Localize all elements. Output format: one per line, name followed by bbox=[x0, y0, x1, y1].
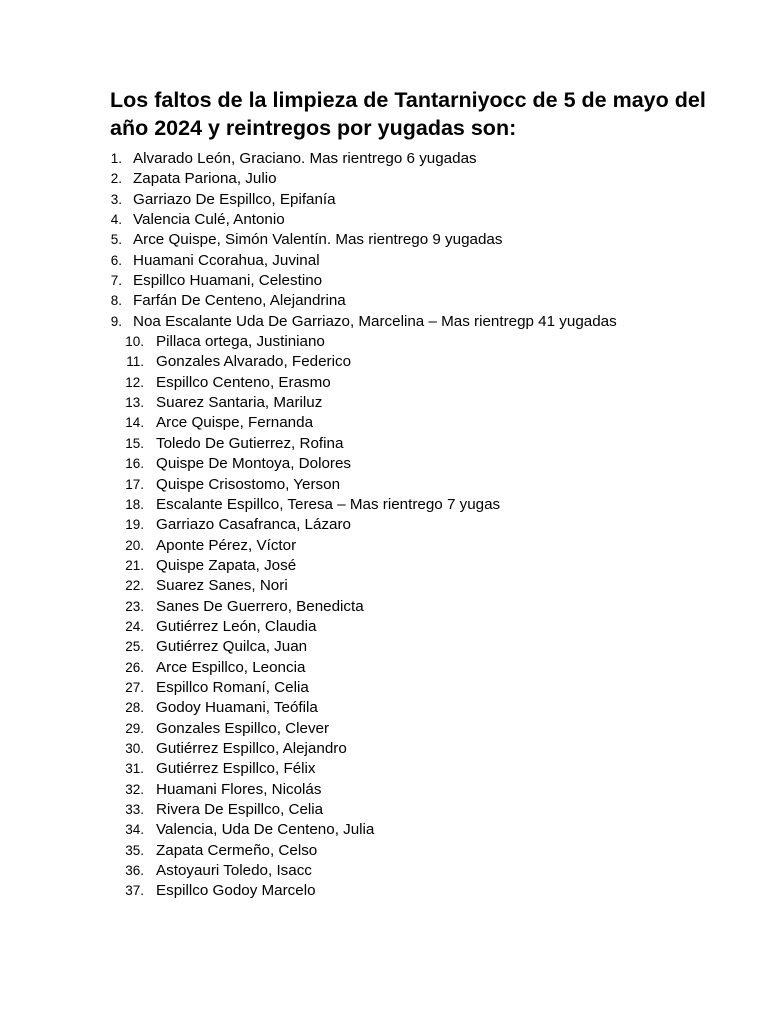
list-item bbox=[0, 393, 768, 413]
list-item bbox=[0, 332, 768, 352]
list-item-number: 9. bbox=[110, 313, 122, 329]
list-item-number: 13. bbox=[125, 395, 144, 411]
list-item bbox=[0, 230, 768, 250]
list-item-text: Gutiérrez Espillco, Félix bbox=[156, 760, 316, 778]
list-item-text: Quispe Crisostomo, Yerson bbox=[156, 475, 341, 493]
list-item-number: 12. bbox=[125, 374, 144, 390]
list-item-text: Arce Quispe, Fernanda bbox=[156, 414, 314, 432]
list-item bbox=[0, 841, 768, 861]
list-item-number: 37. bbox=[125, 883, 144, 899]
names-list bbox=[0, 149, 768, 902]
list-item-number: 26. bbox=[125, 659, 144, 675]
list-item-text: Espillco Romaní, Celia bbox=[156, 678, 309, 696]
list-item-number: 23. bbox=[125, 598, 144, 614]
list-item bbox=[0, 454, 768, 474]
list-item-text: Arce Quispe, Simón Valentín. Mas rientrego 9 yugadas bbox=[133, 231, 503, 249]
list-item bbox=[0, 759, 768, 779]
list-item bbox=[0, 597, 768, 617]
list-item-text: Astoyauri Toledo, Isacc bbox=[156, 862, 312, 880]
list-item-number: 22. bbox=[125, 578, 144, 594]
list-item bbox=[0, 495, 768, 515]
list-item-number: 3. bbox=[110, 191, 122, 207]
list-item-number: 4. bbox=[110, 212, 122, 228]
list-item-text: Pillaca ortega, Justiniano bbox=[156, 333, 325, 351]
list-item bbox=[0, 719, 768, 739]
list-item bbox=[0, 271, 768, 291]
list-item-text: Espillco Huamani, Celestino bbox=[133, 272, 323, 290]
list-item-number: 5. bbox=[110, 232, 122, 248]
list-item-number: 20. bbox=[125, 537, 144, 553]
list-item bbox=[0, 698, 768, 718]
list-item-number: 8. bbox=[110, 293, 122, 309]
list-item bbox=[0, 434, 768, 454]
list-item bbox=[0, 800, 768, 820]
list-item-number: 17. bbox=[125, 476, 144, 492]
list-item-text: Huamani Ccorahua, Juvinal bbox=[133, 251, 320, 269]
list-item-number: 24. bbox=[125, 618, 144, 634]
list-item-text: Gutiérrez Quilca, Juan bbox=[156, 638, 308, 656]
list-item bbox=[0, 352, 768, 372]
list-item bbox=[0, 617, 768, 637]
list-item-number: 6. bbox=[110, 252, 122, 268]
list-item-number: 35. bbox=[125, 842, 144, 858]
list-item-text: Toledo De Gutierrez, Rofina bbox=[156, 434, 344, 452]
list-item-number: 11. bbox=[126, 354, 144, 370]
list-item bbox=[0, 251, 768, 271]
list-item-text: Espillco Godoy Marcelo bbox=[156, 882, 316, 900]
list-item-text: Zapata Cermeño, Celso bbox=[156, 841, 318, 859]
list-item-text: Arce Espillco, Leoncia bbox=[156, 658, 306, 676]
list-item-text: Godoy Huamani, Teófila bbox=[156, 699, 318, 717]
list-item-text: Suarez Sanes, Nori bbox=[156, 577, 288, 595]
list-item bbox=[0, 556, 768, 576]
list-item bbox=[0, 576, 768, 596]
list-item bbox=[0, 739, 768, 759]
list-item-number: 29. bbox=[125, 720, 144, 736]
list-item-number: 21. bbox=[125, 557, 144, 573]
list-item-number: 15. bbox=[125, 435, 144, 451]
list-item-text: Gonzales Alvarado, Federico bbox=[156, 353, 352, 371]
list-item-number: 27. bbox=[125, 679, 144, 695]
list-item-text: Gutiérrez León, Claudia bbox=[156, 617, 317, 635]
list-item-text: Espillco Centeno, Erasmo bbox=[156, 373, 331, 391]
list-item-text: Farfán De Centeno, Alejandrina bbox=[133, 292, 346, 310]
list-item-text: Quispe De Montoya, Dolores bbox=[156, 455, 351, 473]
list-item-text: Sanes De Guerrero, Benedicta bbox=[156, 597, 364, 615]
list-item-number: 10. bbox=[125, 334, 144, 350]
list-item-number: 25. bbox=[125, 639, 144, 655]
list-item bbox=[0, 210, 768, 230]
list-item-text: Aponte Pérez, Víctor bbox=[156, 536, 297, 554]
list-item bbox=[0, 536, 768, 556]
list-item-text: Suarez Santaria, Mariluz bbox=[156, 394, 323, 412]
list-item bbox=[0, 780, 768, 800]
list-item-text: Alvarado León, Graciano. Mas rientrego 6 yugadas bbox=[133, 150, 477, 167]
list-item bbox=[0, 881, 768, 901]
list-item bbox=[0, 190, 768, 210]
list-item-text: Zapata Pariona, Julio bbox=[133, 170, 277, 188]
list-item-number: 7. bbox=[110, 273, 122, 289]
list-item-number: 32. bbox=[125, 781, 144, 797]
document-title: Los faltos de la limpieza de Tantarniyocc de 5 de mayo del año 2024 y reintregos por yugadas son: bbox=[110, 88, 706, 140]
list-item-number: 33. bbox=[125, 802, 144, 817]
list-item-number: 19. bbox=[125, 517, 144, 533]
list-item-number: 31. bbox=[125, 761, 144, 777]
list-item bbox=[0, 291, 768, 311]
list-item-number: 18. bbox=[125, 496, 144, 512]
list-item-number: 36. bbox=[125, 863, 144, 879]
list-item-text: Valencia, Uda De Centeno, Julia bbox=[156, 821, 375, 839]
list-item-text: Noa Escalante Uda De Garriazo, Marcelina – Mas rientregp 41 yugadas bbox=[133, 312, 617, 330]
list-item-text: Garriazo Casafranca, Lázaro bbox=[156, 516, 351, 534]
list-item-number: 28. bbox=[125, 700, 144, 716]
list-item-text: Gutiérrez Espillco, Alejandro bbox=[156, 739, 347, 757]
list-item-number: 34. bbox=[125, 822, 144, 838]
list-item-text: Garriazo De Espillco, Epifanía bbox=[133, 190, 336, 208]
list-item bbox=[0, 861, 768, 881]
list-item bbox=[0, 637, 768, 657]
list-item-text: Gonzales Espillco, Clever bbox=[156, 719, 330, 737]
list-item-number: 16. bbox=[125, 456, 144, 472]
list-item bbox=[0, 515, 768, 535]
list-item bbox=[0, 475, 768, 495]
list-item-text: Quispe Zapata, José bbox=[156, 556, 297, 574]
list-item-number: 2. bbox=[110, 171, 122, 187]
list-item bbox=[0, 169, 768, 189]
list-item-text: Valencia Culé, Antonio bbox=[133, 211, 285, 229]
list-item bbox=[0, 149, 768, 169]
list-item bbox=[0, 373, 768, 393]
list-item-number: 30. bbox=[125, 740, 144, 756]
list-item bbox=[0, 820, 768, 840]
list-item bbox=[0, 312, 768, 332]
list-item bbox=[0, 413, 768, 433]
list-item-text: Rivera De Espillco, Celia bbox=[156, 801, 324, 818]
list-item bbox=[0, 678, 768, 698]
list-item-text: Escalante Espillco, Teresa – Mas rientrego 7 yugas bbox=[156, 495, 501, 513]
list-item bbox=[0, 658, 768, 678]
list-item-text: Huamani Flores, Nicolás bbox=[156, 780, 322, 798]
list-item-number: 14. bbox=[125, 415, 144, 431]
list-item-number: 1. bbox=[110, 151, 122, 166]
